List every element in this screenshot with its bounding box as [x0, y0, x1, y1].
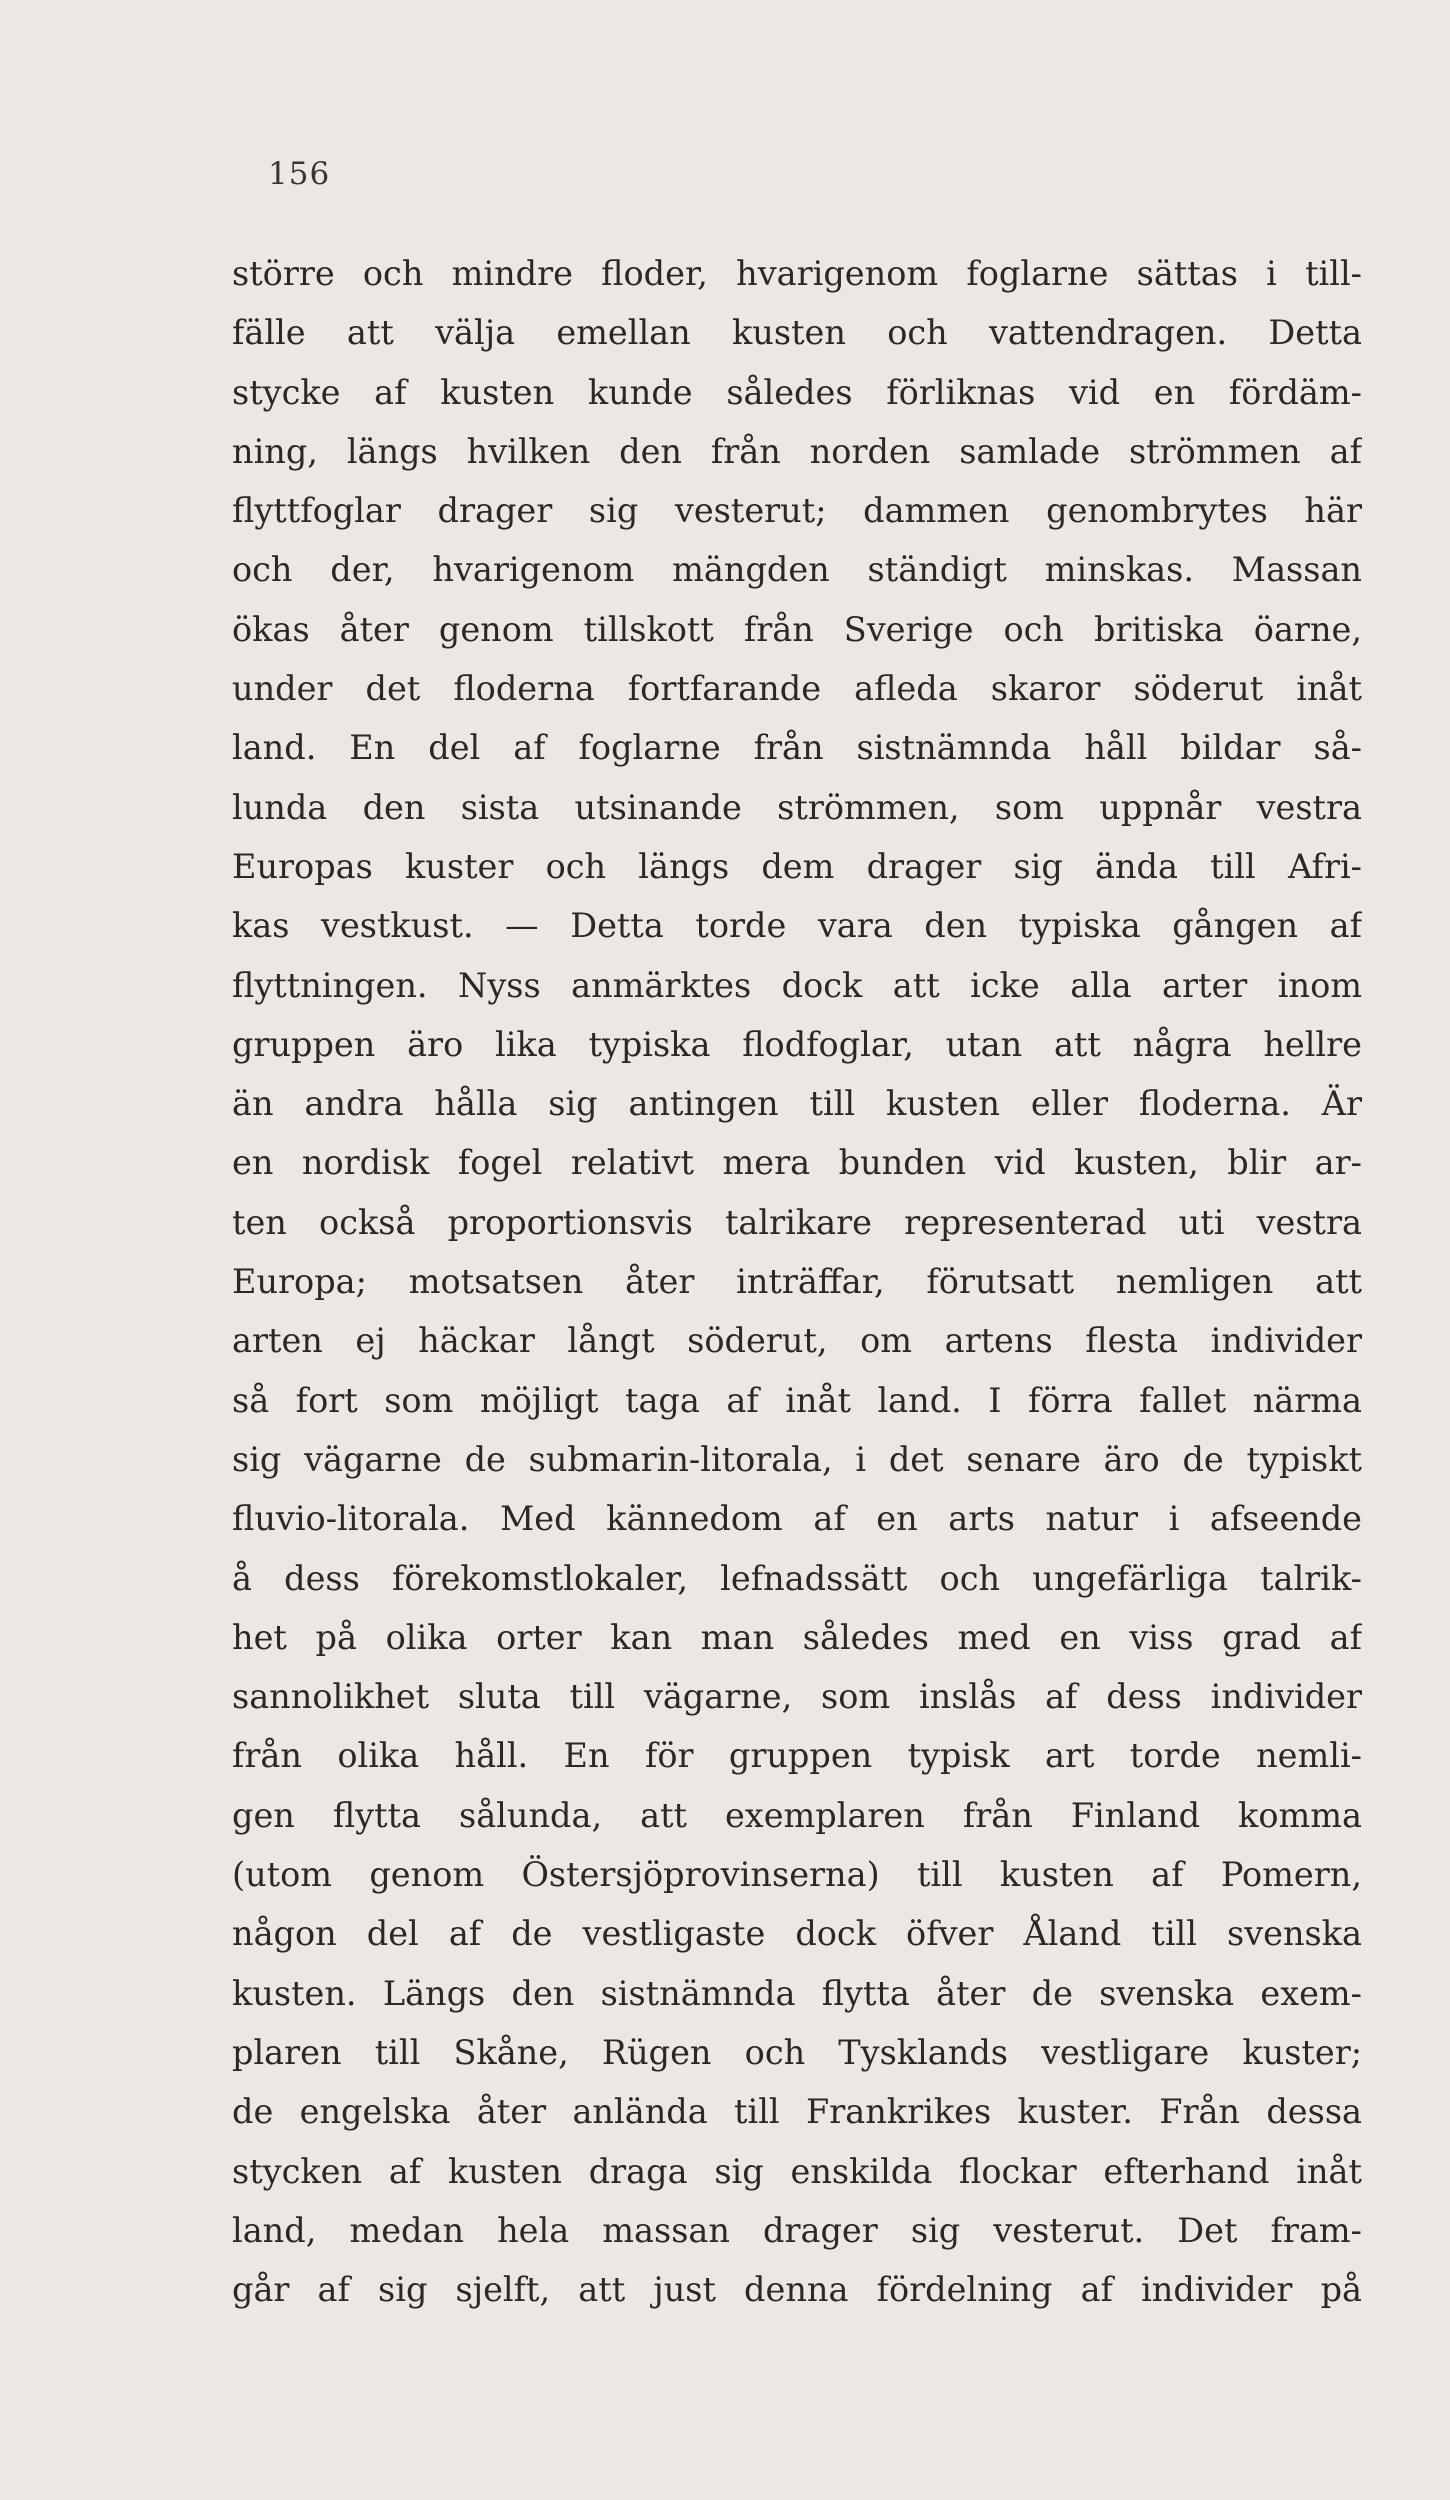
text-line: land. En del af foglarne från sistnämnda håll bildar så- — [232, 728, 1362, 768]
page-number: 156 — [268, 156, 331, 192]
text-line: en nordisk fogel relativt mera bunden vid kusten, blir ar- — [232, 1143, 1362, 1183]
text-line: ten också proportionsvis talrikare representerad uti vestra — [232, 1202, 1362, 1242]
text-line: fluvio-litorala. Med kännedom af en arts natur i afseende — [232, 1499, 1362, 1539]
text-line: går af sig sjelft, att just denna fördelning af individer på — [232, 2270, 1362, 2310]
text-line: å dess förekomstlokaler, lefnadssätt och ungefärliga talrik- — [232, 1558, 1362, 1598]
text-line: så fort som möjligt taga af inåt land. I förra fallet närma — [232, 1380, 1362, 1420]
text-line: gen flytta sålunda, att exemplaren från Finland komma — [232, 1795, 1362, 1835]
text-line: de engelska åter anlända till Frankrikes kuster. Från dessa — [232, 2092, 1362, 2132]
text-line: flyttningen. Nyss anmärktes dock att icke alla arter inom — [232, 965, 1362, 1005]
text-line: Europas kuster och längs dem drager sig ända till Afri- — [232, 846, 1362, 886]
text-line: från olika håll. En för gruppen typisk art torde nemli- — [232, 1736, 1362, 1776]
text-line: kas vestkust. — Detta torde vara den typiska gången af — [232, 906, 1362, 946]
text-line: het på olika orter kan man således med en viss grad af — [232, 1617, 1362, 1657]
text-line: Europa; motsatsen åter inträffar, förutsatt nemligen att — [232, 1262, 1362, 1302]
text-line: arten ej häckar långt söderut, om artens flesta individer — [232, 1321, 1362, 1361]
text-line: plaren till Skåne, Rügen och Tysklands vestligare kuster; — [232, 2032, 1362, 2072]
text-line: sannolikhet sluta till vägarne, som inslås af dess individer — [232, 1677, 1362, 1717]
text-line: gruppen äro lika typiska flodfoglar, utan att några hellre — [232, 1024, 1362, 1064]
text-line: någon del af de vestligaste dock öfver Åland till svenska — [232, 1914, 1362, 1954]
text-line: land, medan hela massan drager sig vesterut. Det fram- — [232, 2210, 1362, 2250]
text-line: lunda den sista utsinande strömmen, som uppnår vestra — [232, 787, 1362, 827]
text-line: ökas åter genom tillskott från Sverige och britiska öarne, — [232, 609, 1362, 649]
text-line: ning, längs hvilken den från norden samlade strömmen af — [232, 431, 1362, 471]
body-text — [232, 244, 1362, 2319]
text-line: än andra hålla sig antingen till kusten eller floderna. Är — [232, 1084, 1362, 1124]
text-line: under det floderna fortfarande afleda skaror söderut inåt — [232, 669, 1362, 709]
text-line: större och mindre floder, hvarigenom foglarne sättas i till- — [232, 254, 1362, 293]
text-line: flyttfoglar drager sig vesterut; dammen genombrytes här — [232, 491, 1362, 531]
text-line: kusten. Längs den sistnämnda flytta åter de svenska exem- — [232, 1973, 1362, 2013]
text-line: (utom genom Östersjöprovinserna) till kusten af Pomern, — [232, 1855, 1362, 1895]
text-line: fälle att välja emellan kusten och vattendragen. Detta — [232, 313, 1362, 353]
text-line: stycke af kusten kunde således förliknas vid en fördäm- — [232, 372, 1362, 412]
text-line: sig vägarne de submarin-litorala, i det senare äro de typiskt — [232, 1439, 1362, 1479]
text-line: och der, hvarigenom mängden ständigt minskas. Massan — [232, 550, 1362, 590]
text-line: stycken af kusten draga sig enskilda flockar efterhand inåt — [232, 2151, 1362, 2191]
